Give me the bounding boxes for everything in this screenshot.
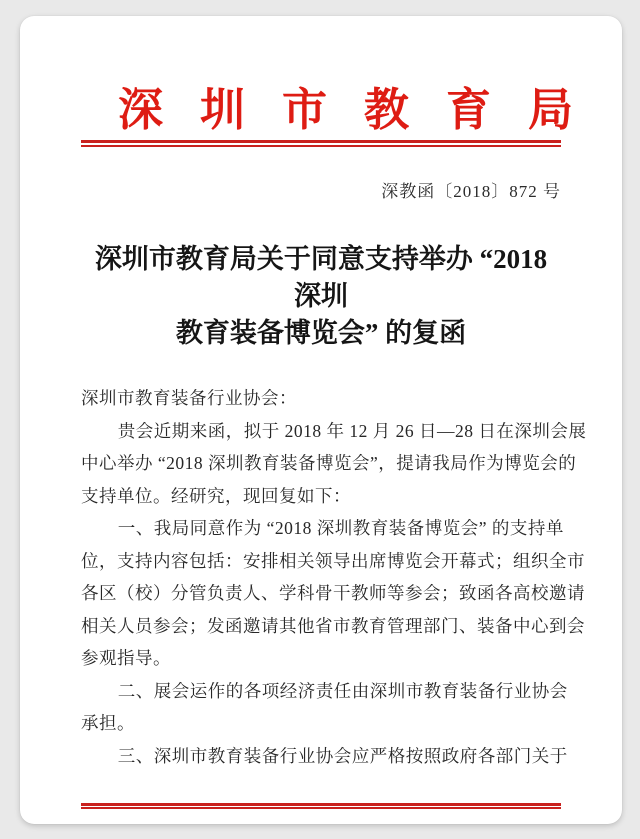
body-line: 各区（校）分管负责人、学科骨干教师等参会；致函各高校邀请 — [81, 583, 585, 603]
body-line: 支持单位。经研究，现回复如下： — [81, 485, 351, 506]
body-line: 位，支持内容包括：安排相关领导出席博览会开幕式；组织全市 — [81, 550, 585, 571]
document-body — [81, 382, 587, 772]
body-line: 二、展会运作的各项经济责任由深圳市教育装备行业协会 — [117, 680, 568, 701]
agency-name: 深圳市教育局 — [118, 85, 611, 135]
document-title — [81, 241, 561, 352]
header-divider — [81, 140, 561, 147]
document-content — [20, 16, 622, 824]
body-line: 承担。 — [81, 713, 135, 733]
document-card — [20, 16, 622, 824]
body-line: 贵会近期来函，拟于 2018 年 12 月 26 日—28 日在深圳会展 — [117, 420, 587, 441]
body-line: 相关人员参会；发函邀请其他省市教育管理部门、装备中心到会 — [81, 615, 585, 636]
document-title-line1: 深圳市教育局关于同意支持举办 “2018 深圳 — [94, 244, 548, 311]
document-number: 深教函〔2018〕872 号 — [381, 182, 561, 201]
body-line: 一、我局同意作为 “2018 深圳教育装备博览会” 的支持单 — [117, 518, 564, 538]
body-line: 三、深圳市教育装备行业协会应严格按照政府各部门关于 — [117, 745, 568, 766]
document-title-line2: 教育装备博览会” 的复函 — [175, 318, 467, 348]
footer-divider — [81, 803, 561, 809]
body-line: 参观指导。 — [81, 648, 171, 668]
salutation: 深圳市教育装备行业协会： — [81, 388, 297, 408]
body-line: 中心举办 “2018 深圳教育装备博览会”，提请我局作为博览会的 — [81, 453, 577, 473]
